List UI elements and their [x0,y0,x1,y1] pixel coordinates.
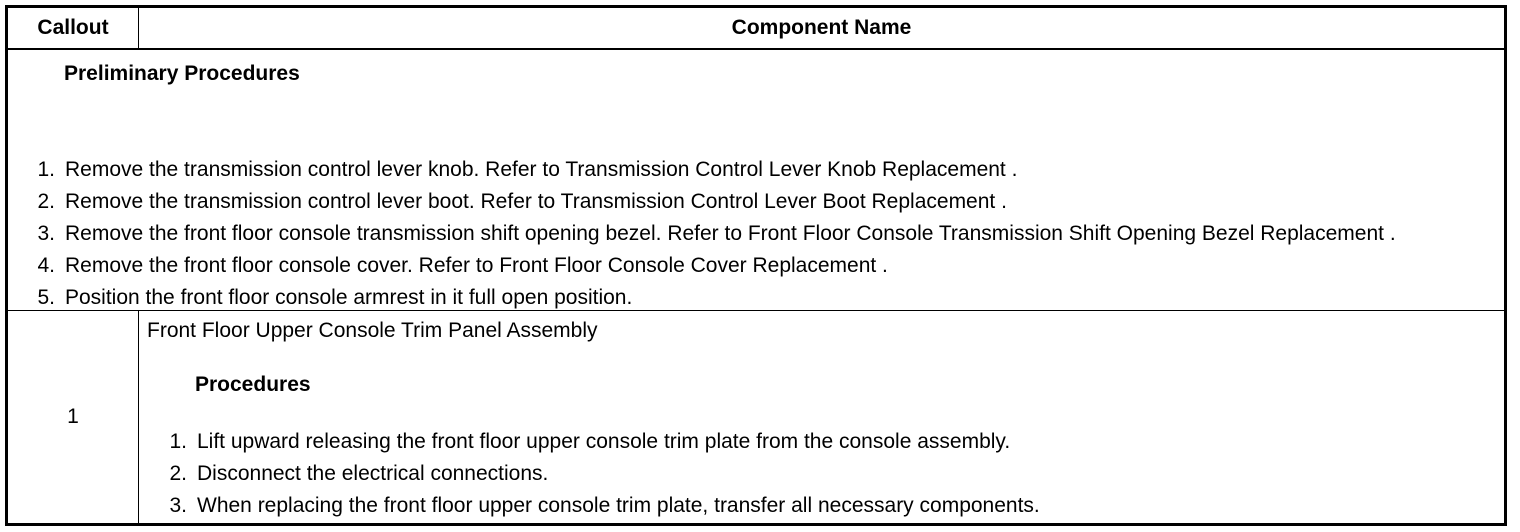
step-number: 4. [37,254,55,277]
step-number: 2. [37,190,55,213]
list-item [25,154,1486,186]
step-text: Remove the front floor console transmission shift opening bezel. Refer to Front Floor Console Transmission Shift Opening Bezel Replacement . [65,222,1396,245]
preliminary-row [7,49,1506,311]
list-item [159,490,1494,522]
procedures-title: Procedures [195,373,311,396]
callout-cell: 1 [7,311,139,525]
list-item [159,458,1494,490]
step-number: 3. [169,494,187,517]
preliminary-steps-list [25,154,1486,314]
component-cell [139,311,1506,525]
preliminary-title: Preliminary Procedures [64,62,300,85]
header-row [7,7,1506,50]
step-text: When replacing the front floor upper console trim plate, transfer all necessary components. [197,494,1040,517]
step-text: Remove the transmission control lever boot. Refer to Transmission Control Lever Boot Replacement . [65,190,1007,213]
step-text: Remove the transmission control lever knob. Refer to Transmission Control Lever Knob Replacement . [65,158,1018,181]
component-name: Front Floor Upper Console Trim Panel Assembly [147,319,598,342]
table-row [7,311,1506,525]
step-number: 1. [169,430,187,453]
list-item [25,186,1486,218]
list-item [159,426,1494,458]
list-item [25,282,1486,314]
step-text: Position the front floor console armrest in it full open position. [65,286,633,309]
step-text: Lift upward releasing the front floor upper console trim plate from the console assembly. [197,430,1011,453]
step-number: 5. [37,286,55,309]
callout-header: Callout [7,7,139,50]
procedure-table [5,5,1507,526]
procedure-steps-list [159,426,1494,522]
step-number: 3. [37,222,55,245]
step-text: Disconnect the electrical connections. [197,462,549,485]
component-name-header: Component Name [139,7,1506,50]
step-number: 2. [169,462,187,485]
preliminary-cell [7,49,1506,311]
step-number: 1. [37,158,55,181]
list-item [25,218,1486,250]
step-text: Remove the front floor console cover. Refer to Front Floor Console Cover Replacement . [65,254,888,277]
list-item [25,250,1486,282]
